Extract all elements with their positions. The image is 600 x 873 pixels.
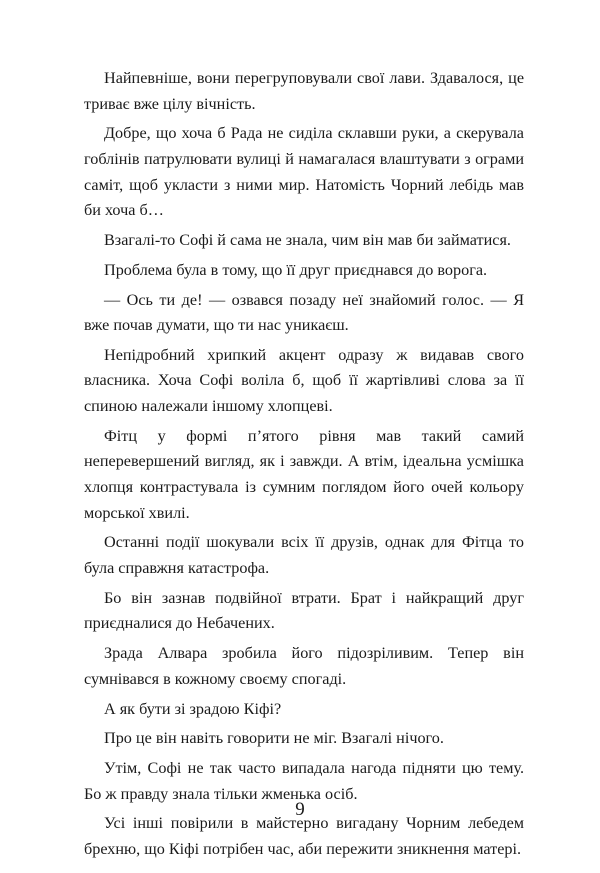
paragraph: Фітц у формі п’ятого рівня мав такий самий неперевершений вигляд, як і завжди. А втім, ідеальна усмішка хлопця контрастувала із сумним поглядом його очей кольору морської хвилі. <box>84 426 524 522</box>
page-number: 9 <box>295 799 305 820</box>
paragraph: Усі інші повірили в майстерно вигадану Чорним лебедем брехню, що Кіфі потрібен час, аби пережити зникнення матері. <box>84 814 524 859</box>
paragraph: Добре, що хоча б Рада не сиділа склавши руки, а скерувала гоблінів патрулювати вулиці й намагалася влаштувати з ограми саміт, щоб укласти з ними мир. Натомість Чорний лебідь мав би хоча б… <box>84 124 524 220</box>
body-text <box>84 66 524 863</box>
paragraph: Проблема була в тому, що її друг приєднався до ворога. <box>104 260 488 279</box>
paragraph: Утім, Софі не так часто випадала нагода підняти цю тему. Бо ж правду знала тільки жменька осіб. <box>84 759 524 803</box>
paragraph: Найпевніше, вони перегруповували свої лави. Здавалося, це триває вже цілу вічність. <box>84 69 524 113</box>
paragraph: Зрада Алвара зробила його підозріливим. Тепер він сумнівався в кожному своєму спогаді. <box>84 644 524 688</box>
paragraph: — Ось ти де! — озвався позаду неї знайомий голос. — Я вже почав думати, що ти нас уникаєш. <box>84 290 524 335</box>
paragraph: А як бути зі зрадою Кіфі? <box>104 699 282 718</box>
paragraph: Непідробний хрипкий акцент одразу ж видавав свого власника. Хоча Софі воліла б, щоб її жартівливі слова за її спиною належали іншому хлопцеві. <box>84 345 524 416</box>
paragraph: Останні події шокували всіх її друзів, однак для Фітца то була справжня катастрофа. <box>84 533 524 577</box>
paragraph: Взагалі-то Софі й сама не знала, чим він мав би займатися. <box>104 230 511 249</box>
paragraph: Бо він зазнав подвійної втрати. Брат і найкращий друг приєдналися до Небачених. <box>84 588 524 633</box>
paragraph: Про це він навіть говорити не міг. Взагалі нічого. <box>104 729 444 748</box>
